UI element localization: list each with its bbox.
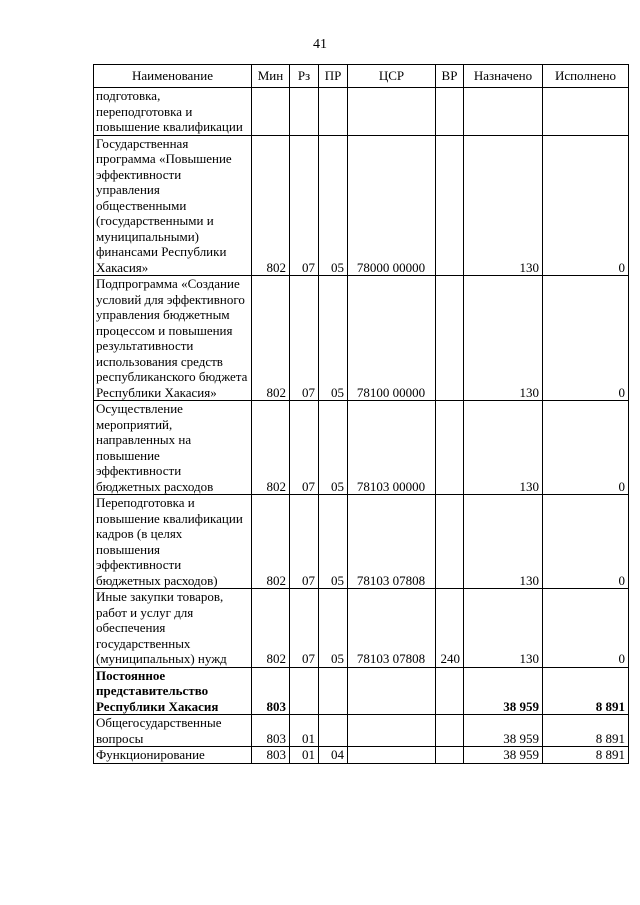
row-executed: 0 — [543, 401, 629, 495]
row-name: Функционирование — [94, 747, 252, 764]
row-vr — [436, 667, 464, 715]
row-assigned — [464, 88, 543, 136]
row-pr: 05 — [319, 135, 348, 276]
row-assigned: 38 959 — [464, 747, 543, 764]
row-rz: 01 — [290, 715, 319, 747]
row-pr: 05 — [319, 276, 348, 401]
table-row — [94, 401, 629, 495]
budget-table — [93, 64, 629, 764]
row-vr — [436, 401, 464, 495]
row-pr: 04 — [319, 747, 348, 764]
row-vr — [436, 715, 464, 747]
row-name: подготовка, переподготовка и повышение квалификации — [94, 88, 252, 136]
row-pr: 05 — [319, 495, 348, 589]
row-vr — [436, 276, 464, 401]
row-min: 802 — [252, 495, 290, 589]
row-csr — [348, 715, 436, 747]
row-executed: 8 891 — [543, 715, 629, 747]
row-csr — [348, 667, 436, 715]
table-row — [94, 88, 629, 136]
row-rz: 07 — [290, 589, 319, 668]
row-assigned: 130 — [464, 135, 543, 276]
table-row — [94, 495, 629, 589]
row-assigned: 38 959 — [464, 715, 543, 747]
row-assigned: 38 959 — [464, 667, 543, 715]
row-rz: 07 — [290, 276, 319, 401]
col-header-executed: Исполнено — [543, 65, 629, 88]
col-header-assigned: Назначено — [464, 65, 543, 88]
table-row — [94, 276, 629, 401]
row-rz: 07 — [290, 135, 319, 276]
row-rz: 07 — [290, 401, 319, 495]
row-min: 802 — [252, 276, 290, 401]
row-min: 803 — [252, 667, 290, 715]
row-name: Подпрограмма «Создание условий для эффективного управления бюджетным процессом и повышения результативности использования средств республиканского бюджета Республики Хакасия» — [94, 276, 252, 401]
row-executed: 0 — [543, 135, 629, 276]
row-vr — [436, 135, 464, 276]
table-row — [94, 135, 629, 276]
table-row — [94, 589, 629, 668]
row-pr — [319, 715, 348, 747]
row-csr: 78000 00000 — [348, 135, 436, 276]
col-header-name: Наименование — [94, 65, 252, 88]
row-pr: 05 — [319, 589, 348, 668]
row-name: Переподготовка и повышение квалификации кадров (в целях повышения эффективности бюджетных расходов) — [94, 495, 252, 589]
row-min: 802 — [252, 589, 290, 668]
row-pr — [319, 667, 348, 715]
row-name: Осуществление мероприятий, направленных на повышение эффективности бюджетных расходов — [94, 401, 252, 495]
col-header-min: Мин — [252, 65, 290, 88]
row-min: 802 — [252, 401, 290, 495]
row-min — [252, 88, 290, 136]
row-csr: 78100 00000 — [348, 276, 436, 401]
row-rz — [290, 667, 319, 715]
row-executed: 8 891 — [543, 667, 629, 715]
col-header-pr: ПР — [319, 65, 348, 88]
row-min: 802 — [252, 135, 290, 276]
row-name: Иные закупки товаров, работ и услуг для обеспечения государственных (муниципальных) нужд — [94, 589, 252, 668]
row-csr: 78103 00000 — [348, 401, 436, 495]
row-csr: 78103 07808 — [348, 589, 436, 668]
row-rz: 01 — [290, 747, 319, 764]
row-assigned: 130 — [464, 495, 543, 589]
row-rz: 07 — [290, 495, 319, 589]
row-executed — [543, 88, 629, 136]
row-min: 803 — [252, 715, 290, 747]
row-name: Государственная программа «Повышение эффективности управления общественными (государственными и муниципальными) финансами Республики Хакасия» — [94, 135, 252, 276]
row-vr — [436, 495, 464, 589]
row-executed: 0 — [543, 589, 629, 668]
row-vr — [436, 747, 464, 764]
row-csr: 78103 07808 — [348, 495, 436, 589]
row-rz — [290, 88, 319, 136]
row-assigned: 130 — [464, 276, 543, 401]
row-executed: 0 — [543, 276, 629, 401]
row-assigned: 130 — [464, 589, 543, 668]
row-executed: 0 — [543, 495, 629, 589]
row-csr — [348, 747, 436, 764]
row-min: 803 — [252, 747, 290, 764]
table-row — [94, 715, 629, 747]
row-vr — [436, 88, 464, 136]
row-name: Общегосударственные вопросы — [94, 715, 252, 747]
row-pr — [319, 88, 348, 136]
col-header-csr: ЦСР — [348, 65, 436, 88]
table-row — [94, 747, 629, 764]
row-vr: 240 — [436, 589, 464, 668]
row-executed: 8 891 — [543, 747, 629, 764]
col-header-vr: ВР — [436, 65, 464, 88]
col-header-rz: Рз — [290, 65, 319, 88]
table-row — [94, 667, 629, 715]
row-pr: 05 — [319, 401, 348, 495]
row-assigned: 130 — [464, 401, 543, 495]
header-row — [94, 65, 629, 88]
row-name: Постоянное представительство Республики Хакасия — [94, 667, 252, 715]
page-number: 41 — [313, 37, 327, 52]
row-csr — [348, 88, 436, 136]
